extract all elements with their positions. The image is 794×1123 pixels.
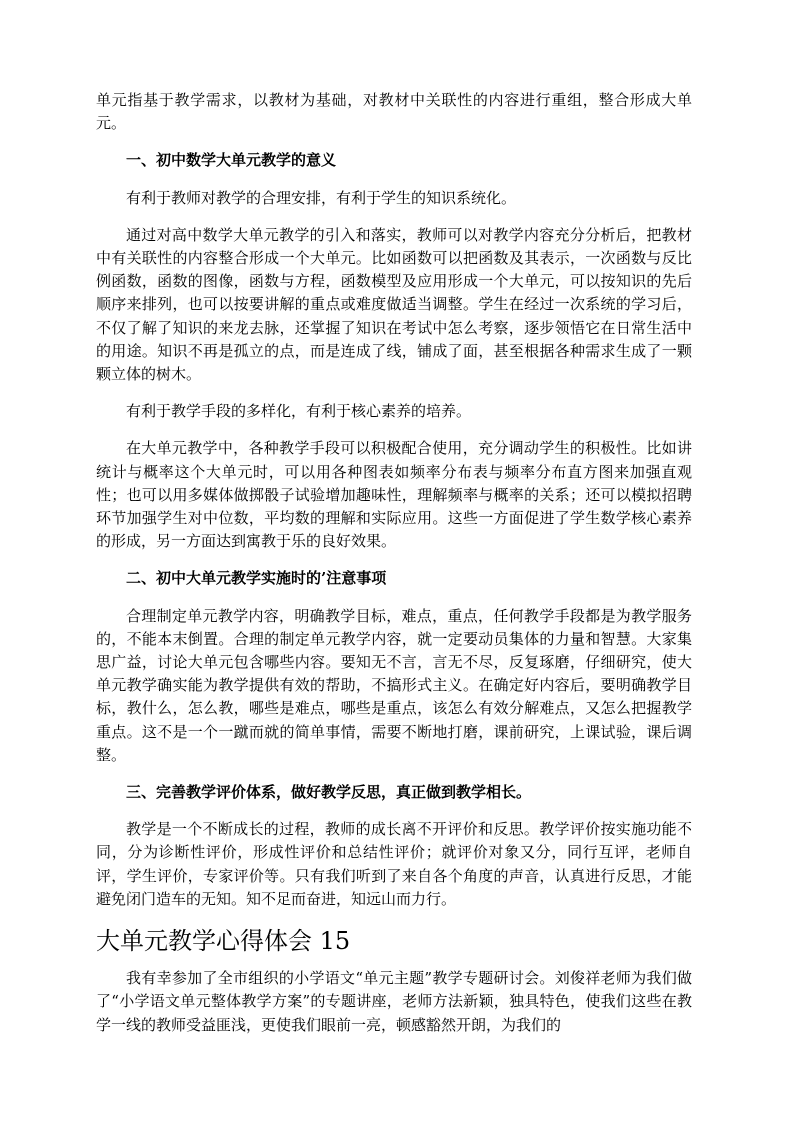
- document-page: [96, 89, 692, 1051]
- section1-heading: 一、初中数学大单元教学的意义: [126, 151, 337, 170]
- section3-paragraph: 教学是一个不断成长的过程，教师的成长离不开评价和反思。教学评价按实施功能不同，分为诊断性评价，形成性评价和总结性评价；就评价对象又分，同行互评，老师自评，学生评价，专家评价等。只有我们听到了来自各个角度的声音，认真进行反思，才能避免闭门造车的无知。知不足而奋进，知远山而力行。: [96, 820, 692, 908]
- section1-point1: 有利于教师对教学的合理安排，有利于学生的知识系统化。: [126, 188, 517, 207]
- section3-heading: 三、完善教学评价体系，做好教学反思，真正做到教学相长。: [126, 783, 532, 802]
- article-paragraph: 我有幸参加了全市组织的小学语文“单元主题”教学专题研讨会。刘俊祥老师为我们做了“小学语文单元整体教学方案”的专题讲座，老师方法新颖，独具特色，使我们这些在教学一线的教师受益匪浅，更使我们眼前一亮，顿感豁然开朗，为我们的: [96, 969, 692, 1034]
- article-title: 大单元教学心得体会 15: [96, 927, 351, 956]
- section2-paragraph: 合理制定单元教学内容，明确教学目标，难点，重点，任何教学手段都是为教学服务的，不能本末倒置。合理的制定单元教学内容，就一定要动员集体的力量和智慧。大家集思广益，讨论大单元包含哪些内容。要知无不言，言无不尽，反复琢磨，仔细研究，使大单元教学确实能为教学提供有效的帮助，不搞形式主义。在确定好内容后，要明确教学目标，教什么，怎么教，哪些是难点，哪些是重点，该怎么有效分解难点，又怎么把握教学重点。这不是一个一蹴而就的简单事情，需要不断地打磨，课前研究，上课试验，课后调整。: [96, 606, 692, 764]
- intro-paragraph: 单元指基于教学需求，以教材为基础，对教材中关联性的内容进行重组，整合形成大单元。: [96, 91, 692, 133]
- section1-paragraph1: 通过对高中数学大单元教学的引入和落实，教师可以对教学内容充分分析后，把教材中有关联性的内容整合形成一个大单元。比如函数可以把函数及其表示，一次函数与反比例函数，函数的图像，函数与方程，函数模型及应用形成一个大单元，可以按知识的先后顺序来排列，也可以按要讲解的重点或难度做适当调整。学生在经过一次系统的学习后，不仅了解了知识的来龙去脉，还掌握了知识在考试中怎么考察，逐步领悟它在日常生活中的用途。知识不再是孤立的点，而是连成了线，铺成了面，甚至根据各种需求生成了一颗颗立体的树木。: [96, 225, 692, 384]
- section1-point2: 有利于教学手段的多样化，有利于核心素养的培养。: [126, 402, 472, 421]
- section1-paragraph2: 在大单元教学中，各种教学手段可以积极配合使用，充分调动学生的积极性。比如讲统计与概率这个大单元时，可以用各种图表如频率分布表与频率分布直方图来加强直观性；也可以用多媒体做掷骰子试验增加趣味性，理解频率与概率的关系；还可以模拟招聘环节加强学生对中位数，平均数的理解和实际应用。这些一方面促进了学生数学核心素养的形成，另一方面达到寓教于乐的良好效果。: [96, 439, 692, 551]
- section2-heading: 二、初中大单元教学实施时的’注意事项: [126, 569, 387, 588]
